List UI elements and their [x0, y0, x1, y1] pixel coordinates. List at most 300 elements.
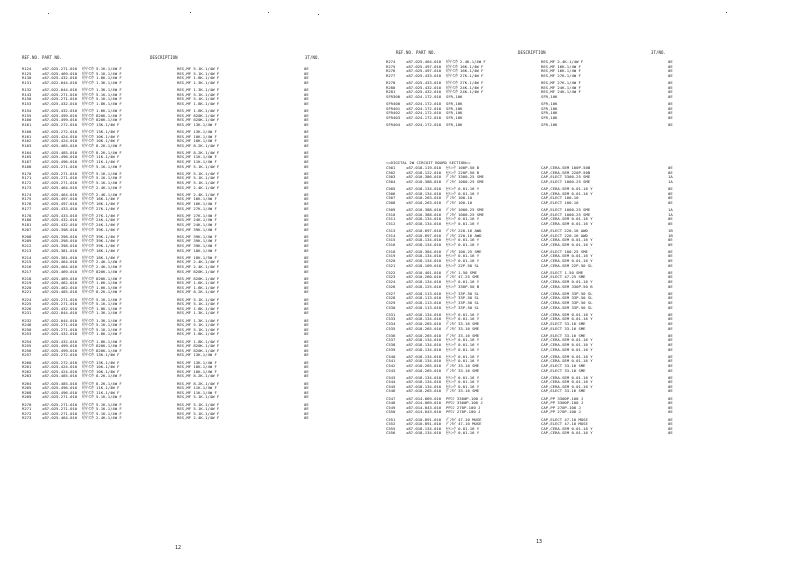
rank-code: 0E — [304, 128, 309, 134]
description: CAP,CERA-SEM 0.01-16 Y — [541, 216, 593, 222]
rank-code: 1B — [668, 232, 673, 238]
description: RES,MF 1.8K-1/4W F — [177, 331, 220, 337]
ref-no: R224 — [22, 296, 32, 302]
description: RES,MF 10K-1/4W F — [177, 368, 217, 374]
rank-code: 0E — [304, 368, 309, 374]
japanese-description: ｾﾗﾐｯｸ 0.01-16 Y — [446, 258, 480, 264]
ref-no: R214 — [22, 254, 32, 260]
ref-no: R257 — [22, 352, 32, 358]
ref-no: C541 — [386, 358, 396, 364]
japanese-description: ｾﾗﾐｯｸ 0.01-16 Y — [446, 279, 480, 285]
ref-no: C513 — [386, 227, 396, 233]
description: RES,MF 5.1K-1/4W F — [177, 66, 220, 71]
japanese-description: ｾﾗﾐｯｸ 0.01-16 Y — [446, 379, 480, 385]
rank-code: 0E — [668, 237, 673, 243]
part-no: ★87-025-271-010 — [42, 96, 78, 102]
description: CAP,CERA-SEM 220P-50B — [541, 169, 591, 175]
ref-no: R160 — [22, 117, 32, 123]
ref-no: R175 — [22, 196, 32, 202]
japanese-description: ｾﾗﾐｯｸ 0.01-16 Y — [446, 430, 480, 436]
part-no: ★87-014-043-010 — [406, 409, 442, 415]
japanese-description: ｾﾗﾐｯｸ 33P-50 SL — [446, 290, 480, 296]
japanese-description: ｷｸﾃｲｺｳ 13K-1/4W F — [82, 359, 120, 365]
ref-no: C524 — [386, 279, 396, 285]
rank-code: 1A — [668, 178, 673, 184]
page-number-right: 13 — [536, 539, 543, 545]
rank-code: 0E — [668, 358, 673, 364]
part-no: ★87-024-172-010 — [406, 105, 442, 111]
rank-code: 0E — [304, 112, 309, 118]
description: CAP,CERA-SEM 0.01-16 Y — [541, 237, 593, 243]
japanese-description: ｾﾗﾐｯｸ 0.01-16 Y — [446, 220, 480, 226]
description: RES,MF 1.8K-1/4W F — [177, 305, 220, 311]
japanese-description: ｷｸﾃｲｺｳ 5.1K-1/4W F — [82, 170, 122, 176]
header-part-no: PART NO. — [416, 50, 437, 55]
description: CAP,ELECT 47-10 MUSE — [541, 421, 588, 427]
rank-code: 0E — [304, 221, 309, 227]
rank-code: 0E — [668, 105, 673, 111]
japanese-description: ｷｸﾃｲｺｳ 2.4K-1/4W F — [82, 184, 122, 190]
description: RES,MF 39K-1/4W F — [177, 226, 217, 232]
part-no: ★87-025-271-010 — [42, 175, 78, 181]
japanese-description: ｷｸﾃｲｺｳ 11K-1/4W F — [82, 385, 120, 391]
ref-no: C545 — [386, 383, 396, 389]
part-no: ★87-018-134-010 — [406, 337, 442, 343]
japanese-description: ｷｸﾃｲｺｳ 27K-1/4W F — [82, 205, 120, 211]
rank-code: 0E — [304, 352, 309, 358]
ref-no: C539 — [386, 346, 396, 352]
description: RES,MF 820K-1/4W F — [177, 347, 220, 353]
ref-no: C510 — [386, 211, 396, 217]
rank-code: 0E — [304, 284, 309, 290]
rank-code: 0E — [668, 262, 673, 268]
rank-code: 0E — [304, 415, 309, 421]
part-no: ★87-025-464-010 — [42, 415, 78, 421]
japanese-description: ｾﾗﾐｯｸ 0.01-16 Y — [446, 241, 480, 247]
part-no: ★87-025-432-010 — [42, 331, 78, 337]
rank-code: 0E — [668, 332, 673, 338]
description: RES,MF 1.6K-1/4W F — [177, 284, 220, 290]
part-no: ★87-025-497-010 — [406, 68, 442, 74]
section-title: ==DIGITAL 2W CIRCUIT BOARD SECTION== — [386, 160, 471, 165]
rank-code: 0E — [668, 337, 673, 343]
description: SFR,10K — [541, 114, 558, 120]
rank-code: 0E — [668, 362, 673, 368]
description: RES,MF 5.1K-1/4W F — [177, 70, 220, 76]
ref-no: R131 — [22, 79, 32, 85]
header-part-no: PART NO. — [42, 55, 63, 60]
part-no: ★87-025-398-010 — [42, 242, 78, 248]
description: RES,MF 8.2K-1/4W F — [177, 289, 220, 295]
japanese-description: ｷｸﾃｲｺｳ 13K-1/4W F — [82, 128, 120, 134]
part-no: ★87-010-384-010 — [406, 248, 442, 254]
description: RES,MF 1.3K-1/4W F — [177, 86, 220, 92]
ref-no: C528 — [386, 295, 396, 301]
rank-code: 0E — [304, 394, 309, 400]
japanese-description: ｷｸﾃｲｺｳ 27K-1/4W F — [82, 212, 120, 218]
japanese-description: ｷｸﾃｲｺｳ 10K-1/4W F — [82, 138, 120, 144]
part-no: ★87-025-469-010 — [42, 268, 78, 274]
rank-code: 0E — [304, 310, 309, 316]
rank-code: 0E — [668, 72, 673, 78]
description: SFR,10K — [541, 100, 558, 106]
description: RES,MF 8.2K-1/4W F — [177, 380, 220, 386]
rank-code: 0E — [304, 86, 309, 92]
japanese-description: ｾﾗﾐｯｸ 0.01-16 Y — [446, 216, 480, 222]
description: RES,MF 24K-1/4W F — [541, 89, 581, 95]
part-no: ★87-025-424-010 — [42, 133, 78, 139]
description: RES,MF 5.1K-1/4W F — [177, 322, 220, 328]
part-no: ★87-010-891-010 — [406, 421, 442, 427]
description: CAP,CERA-SEM 0.01-16 Y — [541, 279, 593, 285]
japanese-description: ｷｸﾃｲｺｳ 27K-1/4W F — [446, 79, 484, 85]
description: SFR,10K — [541, 93, 558, 99]
rank-code: 0E — [304, 233, 309, 239]
ref-no: R209 — [22, 238, 32, 244]
japanese-description: ｾﾗﾐｯｸ 100P-50 B — [446, 165, 480, 170]
rank-code: 0E — [668, 341, 673, 347]
part-no: ★87-018-134-010 — [406, 341, 442, 347]
ref-no: R271 — [22, 406, 32, 412]
japanese-description: ｷｸﾃｲｺｳ 39K-1/4W F — [82, 226, 120, 232]
part-no: ★87-025-432-010 — [42, 75, 78, 81]
japanese-description: ｷｸﾃｲｺｳ 24K-1/4W F — [446, 84, 484, 90]
header-description: DESCRIPTION — [150, 55, 178, 60]
part-no: ★87-018-134-010 — [406, 220, 442, 226]
ref-no: R173 — [22, 184, 32, 190]
ref-no: R153 — [22, 100, 32, 106]
part-no: ★87-025-464-010 — [42, 184, 78, 190]
japanese-description: ｷｸﾃｲｺｳ 1.6K-1/4W F — [82, 284, 122, 290]
rank-code: 0E — [668, 185, 673, 191]
description: RES,MF 27K-1/4W F — [177, 205, 217, 211]
ref-no: R167 — [22, 159, 32, 165]
rank-code: 0E — [304, 79, 309, 85]
part-no: ★87-025-499-010 — [42, 347, 78, 353]
ref-no: R161 — [22, 121, 32, 127]
part-no: ★87-024-172-010 — [406, 121, 442, 127]
part-no: ★87-025-496-010 — [42, 385, 78, 391]
ref-no: R231 — [22, 310, 32, 316]
part-no: ★87-014-043-010 — [406, 404, 442, 410]
description: RES,MF 820K-1/4W F — [177, 112, 220, 118]
rank-code: 0E — [304, 163, 309, 169]
ref-no: R219 — [22, 280, 32, 286]
japanese-description: ﾃﾞﾝｶｲ 33-16 SME — [446, 325, 480, 331]
rank-code: 0E — [304, 401, 309, 407]
rank-code: 0E — [668, 68, 673, 74]
ref-no: R160 — [22, 128, 32, 134]
ref-no: C508 — [386, 199, 396, 205]
japanese-description: SFR,10K — [446, 110, 463, 116]
description: RES,MF 27K-1/4W F — [541, 79, 581, 85]
japanese-description: ｾﾗﾐｯｸ 0.01-16 Y — [446, 185, 480, 191]
japanese-description: ﾃﾞﾝｶｲ 1000-25 SME — [446, 178, 484, 184]
description: RES,MF 8.2K-1/4W F — [177, 142, 220, 148]
rank-code: 0E — [668, 79, 673, 85]
japanese-description: ﾃﾞﾝｶｲ 47-10 MUSE — [446, 421, 482, 427]
part-no: ★87-025-398-010 — [42, 226, 78, 232]
ref-no: R155 — [22, 112, 32, 118]
part-no: ★87-022-044-010 — [42, 79, 78, 85]
japanese-description: ｷｸﾃｲｺｳ 1.8K-1/4W F — [82, 331, 122, 337]
rank-code: 0E — [304, 159, 309, 165]
part-no: ★87-018-134-010 — [406, 216, 442, 222]
description: RES,MF 39K-1/4W F — [177, 242, 217, 248]
description: CAP,CERA-SEM 33P-50 SL — [541, 304, 593, 310]
description: RES,MF 10K-1/4W F — [177, 138, 217, 144]
ref-no: R171 — [22, 175, 32, 181]
part-no: ★87-018-113-010 — [406, 300, 442, 305]
japanese-description: ｷｸﾃｲｺｳ 5.1K-1/4W F — [82, 66, 122, 71]
description: RES,MF 5.1K-1/4W F — [177, 394, 220, 400]
description: RES,MF 5.1K-1/4W F — [177, 406, 220, 412]
part-no: ★87-025-485-010 — [42, 142, 78, 148]
ref-no: C514 — [386, 232, 396, 238]
description: RES,MF 1.8K-1/4W F — [177, 338, 220, 344]
rank-code: 0E — [668, 100, 673, 106]
rank-code: 0E — [304, 380, 309, 386]
rank-code: 0E — [668, 283, 673, 289]
rank-code: 1A — [668, 206, 673, 212]
description: CAP,CERA-SEM 33P-50 SL — [541, 295, 593, 301]
description: CAP,CERA-SEM 0.01-16 Y — [541, 185, 593, 191]
ref-no: R165 — [22, 154, 32, 160]
japanese-description: ｷｸﾃｲｺｳ 1.6K-1/4W F — [82, 107, 122, 113]
japanese-description: ｷｸﾃｲｺｳ 820K-1/4W F — [82, 117, 122, 123]
description: RES,MF 5.1K-1/4W F — [177, 301, 220, 307]
japanese-description: ｷｸﾃｲｺｳ 1.8K-1/4W F — [82, 75, 122, 81]
rank-code: 0E — [304, 389, 309, 395]
ref-no: R162 — [22, 138, 32, 144]
description: CAP,ELECT 1000-25 SME — [541, 206, 591, 212]
part-no: ★87-025-464-010 — [42, 259, 78, 265]
scan-speck — [726, 12, 727, 13]
header-rank: 3T/NO. — [651, 50, 667, 55]
right-page — [386, 0, 793, 561]
part-no: ★87-010-697-010 — [406, 227, 442, 233]
part-no: ★87-018-134-010 — [406, 253, 442, 259]
rank-code: 1B — [668, 227, 673, 233]
ref-no: C526 — [386, 283, 396, 289]
japanese-description: ｷｸﾃｲｺｳ 2.4K-1/4W F — [82, 191, 122, 197]
rank-code: 0E — [668, 304, 673, 310]
description: CAP,ELECT 100-25 SME — [541, 248, 588, 254]
rank-code: 0E — [668, 325, 673, 331]
japanese-description: ｷｸﾃｲｺｳ 1.8K-1/4W F — [82, 305, 122, 311]
part-no: ★87-025-464-010 — [42, 263, 78, 269]
part-no: ★87-018-134-010 — [406, 311, 442, 317]
part-no: ★87-024-172-010 — [406, 114, 442, 120]
ref-no: R207 — [22, 226, 32, 232]
ref-no: R281 — [386, 89, 396, 95]
description: CAP,CERA-SEM 0.01-16 Y — [541, 383, 593, 389]
part-no: ★87-018-134-010 — [406, 358, 442, 364]
japanese-description: ｷｸﾃｲｺｳ 24K-1/4W F — [82, 221, 120, 227]
part-no: ★87-025-271-010 — [42, 170, 78, 176]
japanese-description: ｷｸﾃｲｺｳ 24K-1/4W F — [446, 89, 484, 95]
rank-code: 0E — [668, 114, 673, 120]
rank-code: 0E — [304, 331, 309, 337]
ref-no: R262 — [22, 368, 32, 374]
ref-no: C535 — [386, 325, 396, 331]
rank-code: 0E — [304, 263, 309, 269]
ref-no: C530 — [386, 304, 396, 310]
description: CAP,ELECT 33-16 SME — [541, 362, 586, 368]
rank-code: 0E — [304, 107, 309, 113]
rank-code: 0E — [304, 242, 309, 248]
japanese-description: ｷｸﾃｲｺｳ 1.3K-1/4W F — [82, 79, 122, 85]
description: RES,MF 5.1K-1/4W F — [177, 175, 220, 181]
japanese-description: ｾﾗﾐｯｸ 33P-50 SL — [446, 295, 480, 301]
part-no: ★87-025-464-010 — [42, 191, 78, 197]
ref-no: C544 — [386, 379, 396, 385]
part-no: ★87-018-134-010 — [406, 185, 442, 191]
ref-no: C509 — [386, 206, 396, 212]
rank-code: 0E — [668, 383, 673, 389]
description: CAP,PP 270P-100 J — [541, 404, 581, 410]
japanese-description: ｾﾗﾐｯｸ 0.01-16 Y — [446, 383, 480, 389]
ref-no: C523 — [386, 274, 396, 280]
rank-code: 0E — [668, 169, 673, 175]
ref-no: R280 — [386, 84, 396, 90]
left-page — [0, 0, 396, 561]
description: RES,MF 2.4K-1/4W F — [177, 263, 220, 269]
description: RES,MF 24K-1/4W F — [541, 84, 581, 90]
description: CAP,ELECT 1000-25 SME — [541, 211, 591, 217]
description: CAP,CERA-SEM 0.01-16 Y — [541, 190, 593, 196]
ref-no: C538 — [386, 341, 396, 347]
ref-no: C543 — [386, 367, 396, 373]
rank-code: 1A — [668, 174, 673, 180]
rank-code: 0E — [668, 121, 673, 127]
rank-code: 0E — [304, 217, 309, 223]
ref-no: R265 — [22, 385, 32, 391]
part-no: ★87-022-044-010 — [42, 310, 78, 316]
part-no: ★87-018-134-010 — [406, 316, 442, 322]
rank-code: 0E — [668, 195, 673, 201]
ref-no: C518 — [386, 248, 396, 254]
ref-no: C556 — [386, 430, 396, 436]
rank-code: 0E — [304, 154, 309, 160]
japanese-description: ｷｸﾃｲｺｳ 8.2K-1/4W F — [82, 380, 122, 386]
ref-no: SFR401 — [386, 105, 401, 111]
japanese-description: ｷｸﾃｲｺｳ 5.1K-1/4W F — [82, 301, 122, 307]
rank-code: 0E — [304, 296, 309, 302]
rank-code: 0E — [668, 110, 673, 116]
rank-code: 0E — [668, 241, 673, 247]
japanese-description: ｷｸﾃｲｺｳ 820K-1/4W F — [82, 112, 122, 118]
japanese-description: ｷｸﾃｲｺｳ 13K-1/4W F — [82, 352, 120, 358]
page-number-left: 12 — [175, 545, 182, 551]
description: CAP,CERA-SEM 330P-50 B — [541, 283, 593, 289]
description: RES,MF 13K-1/4W F — [177, 128, 217, 134]
description: RES,MF 820K-1/4W F — [177, 275, 220, 281]
description: CAP,CERA-SEM 0.01-16 Y — [541, 379, 593, 385]
ref-no: R278 — [386, 79, 396, 85]
japanese-description: ｷｸﾃｲｺｳ 2.4K-1/4W F — [82, 263, 122, 269]
part-no: ★87-010-265-010 — [406, 332, 442, 338]
rank-code: 0E — [304, 184, 309, 190]
rank-code: 0E — [668, 400, 673, 406]
rank-code: 0E — [304, 175, 309, 181]
rank-code: 0E — [304, 317, 309, 323]
description: CAP,PP 3300P-100 J — [541, 400, 584, 406]
ref-no: SFR300 — [386, 93, 401, 99]
part-no: ★87-025-499-010 — [42, 112, 78, 118]
japanese-description: ﾃﾞﾝｶｲ 47-10 MUSE — [446, 416, 482, 422]
ref-no: R274 — [386, 59, 396, 64]
japanese-description: ｷｸﾃｲｺｳ 820K-1/4W F — [82, 268, 122, 274]
ref-no: C505 — [386, 185, 396, 191]
part-no: ★87-025-485-010 — [42, 289, 78, 295]
ref-no: C520 — [386, 258, 396, 264]
japanese-description: ｷｸﾃｲｺｳ 39K-1/4W F — [82, 233, 120, 239]
ref-no: C555 — [386, 425, 396, 431]
part-no: ★87-018-134-010 — [406, 346, 442, 352]
ref-no: C547 — [386, 395, 396, 401]
japanese-description: ｾﾗﾐｯｸ 0.01-16 Y — [446, 311, 480, 317]
part-no: ★87-018-134-010 — [406, 374, 442, 380]
rank-code: 0E — [668, 199, 673, 205]
description: CAP,CERA-SEM 0.01-16 Y — [541, 346, 593, 352]
rank-code: 0E — [668, 59, 673, 64]
ref-no: C548 — [386, 400, 396, 406]
rank-code: 0E — [304, 406, 309, 412]
description: RES,MF 16K-1/4W F — [541, 63, 581, 69]
part-no: ★87-025-499-010 — [42, 343, 78, 349]
rank-code: 0E — [304, 66, 309, 71]
japanese-description: ｷｸﾃｲｺｳ 2.4K-1/4W F — [446, 59, 486, 64]
description: CAP,CERA-SEM 0.01-16 Y — [541, 337, 593, 343]
rank-code: 0E — [304, 96, 309, 102]
japanese-description: SFR,10K — [446, 100, 463, 106]
description: CAP,CERA-SEM 0.01-16 Y — [541, 353, 593, 359]
ref-no: R220 — [22, 284, 32, 290]
part-no: ★87-022-044-010 — [42, 86, 78, 92]
rank-code: 0E — [304, 170, 309, 176]
part-no: ★87-010-388-010 — [406, 178, 442, 184]
rank-code: 0E — [304, 385, 309, 391]
japanese-description: ﾃﾞﾝｶｲ 100-25 SME — [446, 248, 482, 254]
description: RES,MF 1.6K-1/4W F — [177, 280, 220, 286]
description: CAP,PP 270P-100 J — [541, 409, 581, 415]
japanese-description: ﾃﾞﾝｶｲ 100-10 — [446, 195, 473, 201]
rank-code: 0E — [304, 196, 309, 202]
rank-code: 0E — [668, 63, 673, 69]
part-no: ★87-025-432-010 — [42, 305, 78, 311]
description: CAP,ELECT 47-25 SME — [541, 274, 586, 280]
ref-no: R132 — [22, 86, 32, 92]
part-no: ★87-018-134-010 — [406, 279, 442, 285]
part-no: ★87-025-272-010 — [42, 128, 78, 134]
description: CAP,ELECT 33-16 SME — [541, 320, 586, 326]
description: RES,MF 5.1K-1/4W F — [177, 170, 220, 176]
japanese-description: ｾﾗﾐｯｸ 0.01-16 Y — [446, 237, 480, 243]
rank-code: 0E — [668, 89, 673, 95]
japanese-description: ｷｸﾃｲｺｳ 16K-1/4W F — [446, 63, 484, 69]
japanese-description: ｷｸﾃｲｺｳ 16K-1/4W F — [82, 201, 120, 206]
part-no: ★87-018-109-010 — [406, 262, 442, 268]
rank-code: 1A — [668, 211, 673, 217]
ref-no: C527 — [386, 290, 396, 296]
ref-no: C512 — [386, 220, 396, 226]
description: RES,MF 16K-1/4W F — [541, 68, 581, 74]
japanese-description: ﾃﾞﾝｶｲ 220-16 AWD — [446, 232, 482, 238]
ref-no: R213 — [22, 247, 32, 253]
rank-code: 0E — [668, 279, 673, 285]
description: RES,MF 16K-1/4W F — [177, 201, 217, 206]
